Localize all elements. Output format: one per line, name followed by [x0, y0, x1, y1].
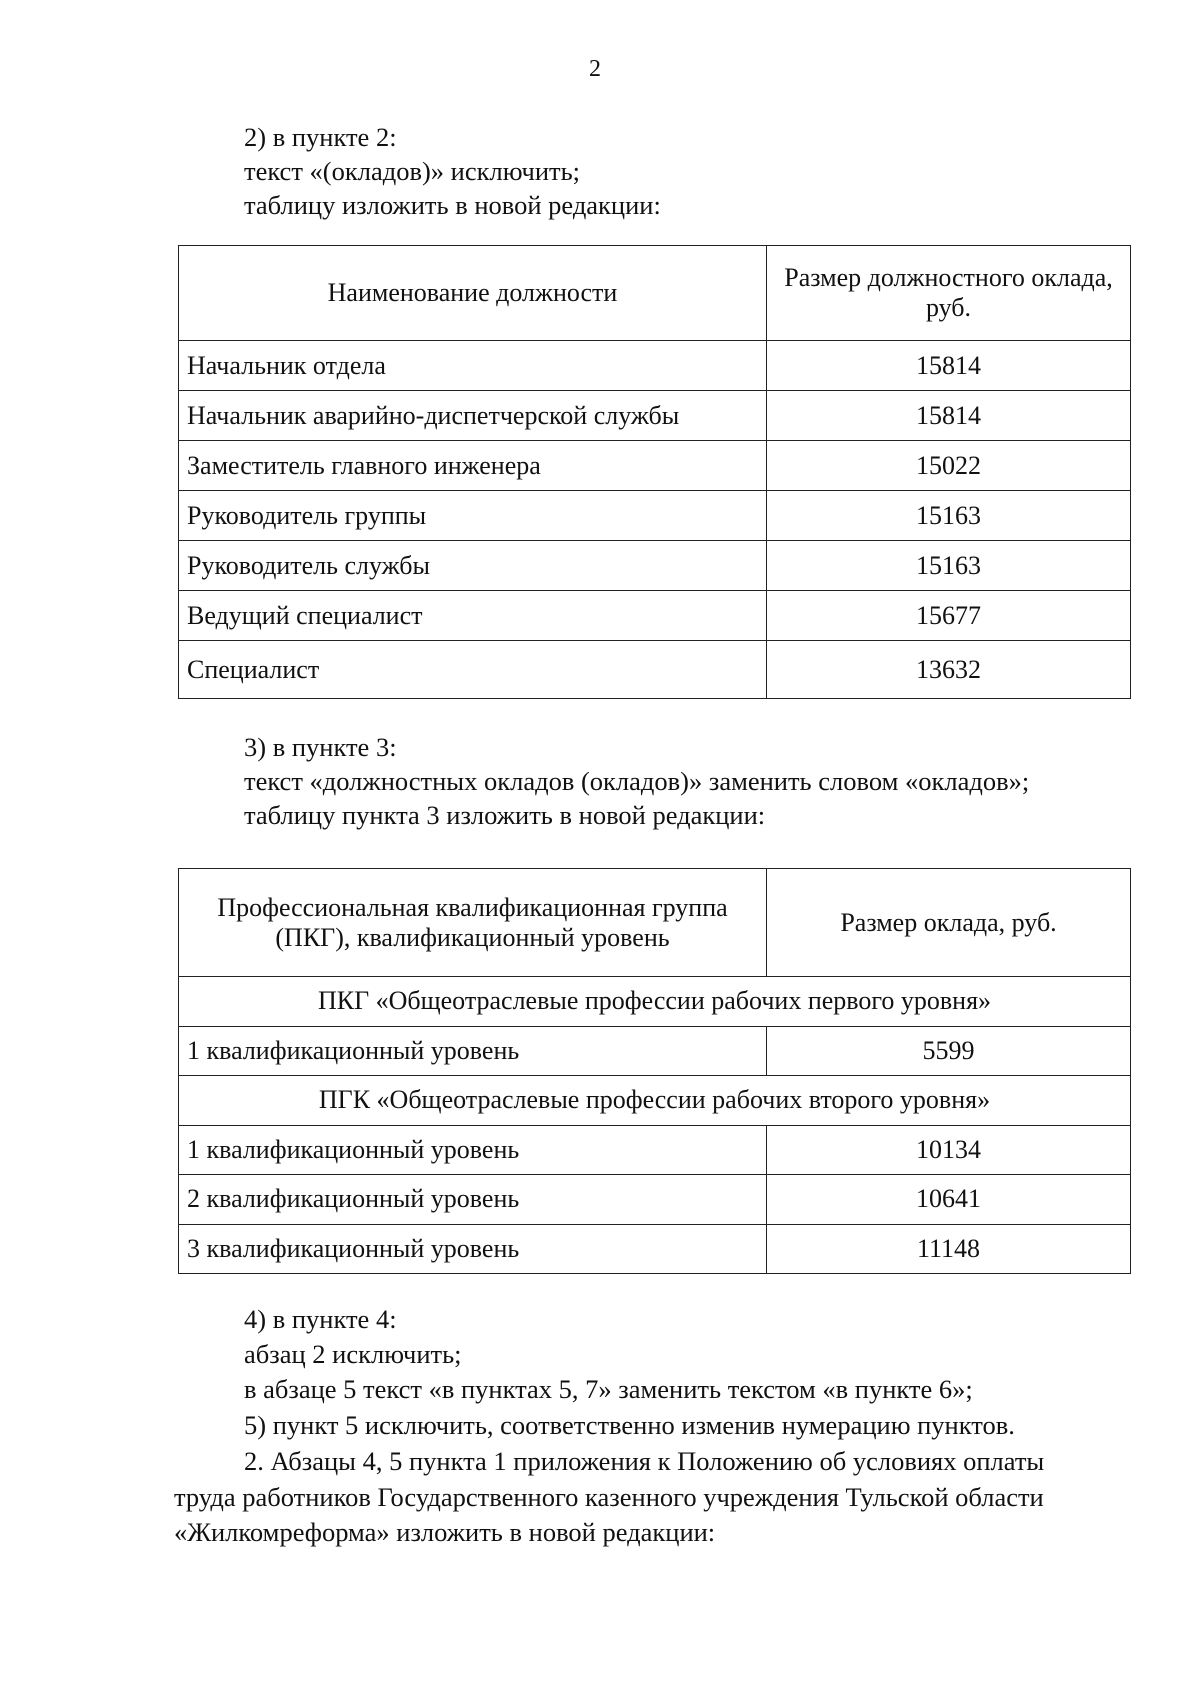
table-row	[179, 391, 1131, 441]
table-row	[179, 441, 1131, 491]
section4-heading: 4) в пункте 4:	[244, 1304, 397, 1334]
salary-value: 15814	[767, 391, 1131, 441]
table-row	[179, 491, 1131, 541]
position-name: Начальник аварийно-диспетчерской службы	[179, 391, 767, 441]
section5-line: 5) пункт 5 исключить, соответственно изменив нумерацию пунктов.	[244, 1410, 1015, 1440]
section2-heading: 2) в пункте 2:	[244, 122, 397, 152]
section4-line: в абзаце 5 текст «в пунктах 5, 7» заменить текстом «в пункте 6»;	[244, 1374, 973, 1404]
salary-value: 15163	[767, 491, 1131, 541]
table-header-row	[179, 869, 1131, 977]
salary-table	[178, 245, 1131, 699]
group-row	[179, 1076, 1131, 1126]
section4-line: абзац 2 исключить;	[244, 1339, 462, 1369]
table-row	[179, 341, 1131, 391]
group-title: ПГК «Общеотраслевые профессии рабочих второго уровня»	[179, 1076, 1131, 1126]
page-number: 2	[589, 56, 601, 82]
qualification-level: 2 квалификационный уровень	[179, 1175, 767, 1225]
salary-value: 13632	[767, 641, 1131, 699]
table-row	[179, 641, 1131, 699]
table-row	[179, 1224, 1131, 1274]
qualification-level: 3 квалификационный уровень	[179, 1224, 767, 1274]
table-row	[179, 1026, 1131, 1076]
column-header-salary: Размер должностного оклада, руб.	[767, 246, 1131, 341]
position-name: Руководитель службы	[179, 541, 767, 591]
section2-line: таблицу изложить в новой редакции:	[244, 190, 661, 220]
position-name: Специалист	[179, 641, 767, 699]
table-row	[179, 1125, 1131, 1175]
salary-value: 10134	[767, 1125, 1131, 1175]
table-row	[179, 1175, 1131, 1225]
table-row	[179, 591, 1131, 641]
salary-value: 15677	[767, 591, 1131, 641]
paragraph2-line: «Жилкомреформа» изложить в новой редакции:	[174, 1517, 716, 1547]
qualification-table	[178, 868, 1131, 1274]
salary-value: 5599	[767, 1026, 1131, 1076]
paragraph2-line: 2. Абзацы 4, 5 пункта 1 приложения к Положению об условиях оплаты	[244, 1446, 1045, 1476]
table-header-row	[179, 246, 1131, 341]
group-title: ПКГ «Общеотраслевые профессии рабочих первого уровня»	[179, 977, 1131, 1027]
column-header-salary: Размер оклада, руб.	[767, 869, 1131, 977]
salary-value: 10641	[767, 1175, 1131, 1225]
salary-value: 11148	[767, 1224, 1131, 1274]
column-header-position: Наименование должности	[179, 246, 767, 341]
salary-value: 15022	[767, 441, 1131, 491]
section3-line: таблицу пункта 3 изложить в новой редакции:	[244, 800, 766, 830]
paragraph2-line: труда работников Государственного казенного учреждения Тульской области	[174, 1482, 1044, 1512]
section2-line: текст «(окладов)» исключить;	[244, 156, 581, 186]
qualification-level: 1 квалификационный уровень	[179, 1026, 767, 1076]
salary-value: 15814	[767, 341, 1131, 391]
salary-value: 15163	[767, 541, 1131, 591]
position-name: Начальник отдела	[179, 341, 767, 391]
section3-line: текст «должностных окладов (окладов)» заменить словом «окладов»;	[244, 766, 1030, 796]
section3-heading: 3) в пункте 3:	[244, 732, 397, 762]
position-name: Ведущий специалист	[179, 591, 767, 641]
position-name: Заместитель главного инженера	[179, 441, 767, 491]
column-header-group: Профессиональная квалификационная группа (ПКГ), квалификационный уровень	[179, 869, 767, 977]
qualification-level: 1 квалификационный уровень	[179, 1125, 767, 1175]
table-row	[179, 541, 1131, 591]
position-name: Руководитель группы	[179, 491, 767, 541]
group-row	[179, 977, 1131, 1027]
